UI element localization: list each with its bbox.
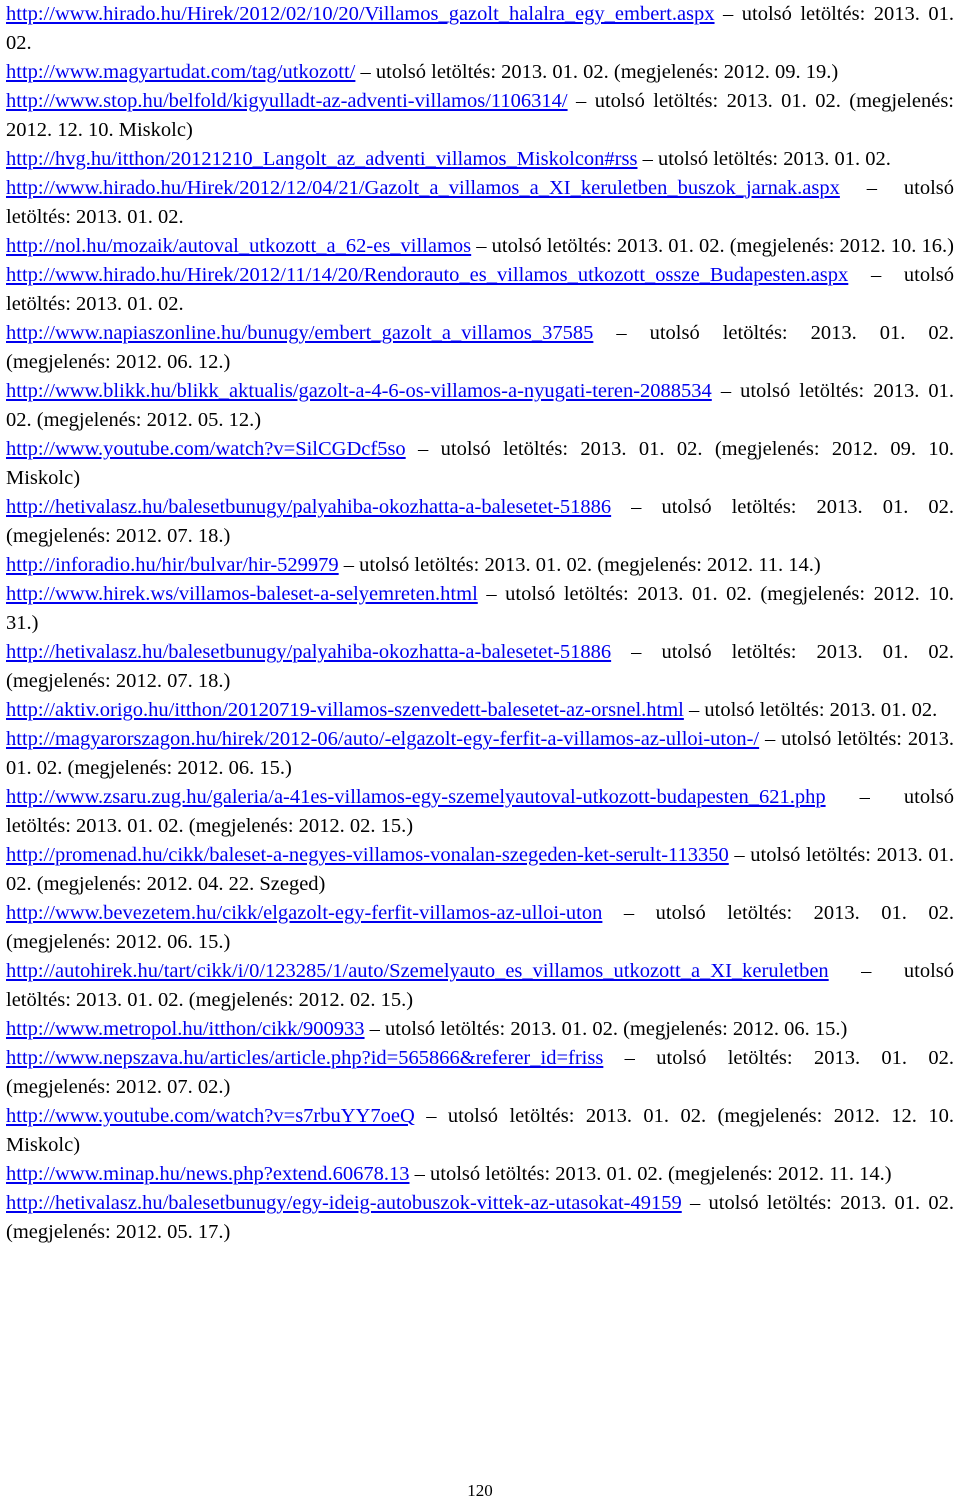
reference-note: – utolsó letöltés: 2013. 01. 02. (megjelenés: 2012. 07. 18.) <box>6 496 954 547</box>
reference-note: – utolsó letöltés: 2013. 01. 02. (megjelenés: 2012. 05. 12.) <box>6 380 954 431</box>
reference-item <box>6 957 954 1015</box>
reference-link[interactable]: http://www.zsaru.zug.hu/galeria/a-41es-villamos-egy-szemelyautoval-utkozott-budapesten_621.php <box>6 786 826 808</box>
reference-link[interactable]: http://www.youtube.com/watch?v=SilCGDcf5so <box>6 438 406 460</box>
reference-link[interactable]: http://hvg.hu/itthon/20121210_Langolt_az_adventi_villamos_Miskolcon#rss <box>6 148 638 170</box>
reference-item <box>6 145 954 174</box>
reference-note: – utolsó letöltés: 2013. 01. 02. <box>6 264 954 315</box>
reference-list <box>6 0 954 1247</box>
reference-link[interactable]: http://www.metropol.hu/itthon/cikk/900933 <box>6 1018 365 1040</box>
reference-item <box>6 1102 954 1160</box>
reference-item <box>6 493 954 551</box>
reference-link[interactable]: http://www.hirek.ws/villamos-baleset-a-selyemreten.html <box>6 583 478 605</box>
reference-link[interactable]: http://www.hirado.hu/Hirek/2012/12/04/21/Gazolt_a_villamos_a_XI_keruletben_buszok_jarnak.aspx <box>6 177 840 199</box>
reference-note: – utolsó letöltés: 2013. 01. 02. (megjelenés: 2012. 10. 31.) <box>6 583 954 634</box>
reference-item <box>6 551 954 580</box>
reference-item <box>6 725 954 783</box>
reference-note: – utolsó letöltés: 2013. 01. 02. (megjelenés: 2012. 06. 15.) <box>364 1018 848 1040</box>
reference-link[interactable]: http://autohirek.hu/tart/cikk/i/0/123285/1/auto/Szemelyauto_es_villamos_utkozott_a_XI_keruletben <box>6 960 829 982</box>
reference-item <box>6 1015 954 1044</box>
reference-note: – utolsó letöltés: 2013. 01. 02. (megjelenés: 2012. 07. 18.) <box>6 641 954 692</box>
reference-link[interactable]: http://www.minap.hu/news.php?extend.60678.13 <box>6 1163 410 1185</box>
reference-note: – utolsó letöltés: 2013. 01. 02. (megjelenés: 2012. 06. 12.) <box>6 322 954 373</box>
reference-link[interactable]: http://www.napiaszonline.hu/bunugy/embert_gazolt_a_villamos_37585 <box>6 322 594 344</box>
reference-note: – utolsó letöltés: 2013. 01. 02. (megjelenés: 2012. 06. 15.) <box>6 902 954 953</box>
reference-link[interactable]: http://inforadio.hu/hir/bulvar/hir-529979 <box>6 554 339 576</box>
reference-link[interactable]: http://www.stop.hu/belfold/kigyulladt-az-adventi-villamos/1106314/ <box>6 90 568 112</box>
reference-item <box>6 1044 954 1102</box>
reference-link[interactable]: http://www.nepszava.hu/articles/article.php?id=565866&referer_id=friss <box>6 1047 604 1069</box>
reference-item <box>6 0 954 58</box>
reference-note: – utolsó letöltés: 2013. 01. 02. (megjelenés: 2012. 09. 19.) <box>355 61 839 83</box>
reference-note: – utolsó letöltés: 2013. 01. 02. <box>6 177 954 228</box>
reference-item <box>6 1160 954 1189</box>
reference-item <box>6 696 954 725</box>
reference-item <box>6 783 954 841</box>
reference-item <box>6 377 954 435</box>
reference-item <box>6 899 954 957</box>
reference-link[interactable]: http://www.youtube.com/watch?v=s7rbuYY7oeQ <box>6 1105 415 1127</box>
reference-note: – utolsó letöltés: 2013. 01. 02. <box>637 148 891 170</box>
reference-link[interactable]: http://www.hirado.hu/Hirek/2012/02/10/20/Villamos_gazolt_halalra_egy_embert.aspx <box>6 3 715 25</box>
reference-note: – utolsó letöltés: 2013. 01. 02. (megjelenés: 2012. 09. 10. Miskolc) <box>6 438 954 489</box>
reference-note: – utolsó letöltés: 2013. 01. 02. (megjelenés: 2012. 02. 15.) <box>6 960 954 1011</box>
reference-note: – utolsó letöltés: 2013. 01. 02. (megjelenés: 2012. 04. 22. Szeged) <box>6 844 954 895</box>
reference-note: – utolsó letöltés: 2013. 01. 02. (megjelenés: 2012. 12. 10. Miskolc) <box>6 90 954 141</box>
reference-link[interactable]: http://www.blikk.hu/blikk_aktualis/gazolt-a-4-6-os-villamos-a-nyugati-teren-2088534 <box>6 380 712 402</box>
reference-item <box>6 87 954 145</box>
reference-note: – utolsó letöltés: 2013. 01. 02. <box>683 699 938 721</box>
reference-note: – utolsó letöltés: 2013. 01. 02. (megjelenés: 2012. 02. 15.) <box>6 786 954 837</box>
reference-link[interactable]: http://hetivalasz.hu/balesetbunugy/egy-ideig-autobuszok-vittek-az-utasokat-49159 <box>6 1192 682 1214</box>
reference-link[interactable]: http://www.bevezetem.hu/cikk/elgazolt-egy-ferfit-villamos-az-ulloi-uton <box>6 902 603 924</box>
reference-item <box>6 638 954 696</box>
reference-note: – utolsó letöltés: 2013. 01. 02. (megjelenés: 2012. 07. 02.) <box>6 1047 954 1098</box>
reference-item <box>6 261 954 319</box>
reference-link[interactable]: http://www.magyartudat.com/tag/utkozott/ <box>6 61 356 83</box>
reference-item <box>6 319 954 377</box>
reference-item <box>6 174 954 232</box>
reference-note: – utolsó letöltés: 2013. 01. 02. (megjelenés: 2012. 11. 14.) <box>338 554 821 576</box>
reference-item <box>6 1189 954 1247</box>
reference-item <box>6 841 954 899</box>
reference-item <box>6 58 954 87</box>
reference-link[interactable]: http://hetivalasz.hu/balesetbunugy/palyahiba-okozhatta-a-balesetet-51886 <box>6 641 612 663</box>
reference-note: – utolsó letöltés: 2013. 01. 02. (megjelenés: 2012. 06. 15.) <box>6 728 954 779</box>
reference-item <box>6 232 954 261</box>
reference-note: – utolsó letöltés: 2013. 01. 02. (megjelenés: 2012. 11. 14.) <box>409 1163 892 1185</box>
reference-note: – utolsó letöltés: 2013. 01. 02. <box>6 3 954 54</box>
reference-link[interactable]: http://magyarorszagon.hu/hirek/2012-06/auto/-elgazolt-egy-ferfit-a-villamos-az-ulloi-uton-/ <box>6 728 760 750</box>
reference-link[interactable]: http://hetivalasz.hu/balesetbunugy/palyahiba-okozhatta-a-balesetet-51886 <box>6 496 612 518</box>
reference-link[interactable]: http://aktiv.origo.hu/itthon/20120719-villamos-szenvedett-balesetet-az-orsnel.html <box>6 699 684 721</box>
reference-note: – utolsó letöltés: 2013. 01. 02. (megjelenés: 2012. 10. 16.) <box>471 235 955 257</box>
reference-link[interactable]: http://nol.hu/mozaik/autoval_utkozott_a_62-es_villamos <box>6 235 472 257</box>
reference-item <box>6 580 954 638</box>
reference-note: – utolsó letöltés: 2013. 01. 02. (megjelenés: 2012. 12. 10. Miskolc) <box>6 1105 954 1156</box>
reference-item <box>6 435 954 493</box>
reference-link[interactable]: http://promenad.hu/cikk/baleset-a-negyes-villamos-vonalan-szegeden-ket-serult-113350 <box>6 844 729 866</box>
page-number: 120 <box>467 1481 493 1500</box>
reference-note: – utolsó letöltés: 2013. 01. 02. (megjelenés: 2012. 05. 17.) <box>6 1192 954 1243</box>
reference-link[interactable]: http://www.hirado.hu/Hirek/2012/11/14/20/Rendorauto_es_villamos_utkozott_ossze_Budapesten.aspx <box>6 264 849 286</box>
